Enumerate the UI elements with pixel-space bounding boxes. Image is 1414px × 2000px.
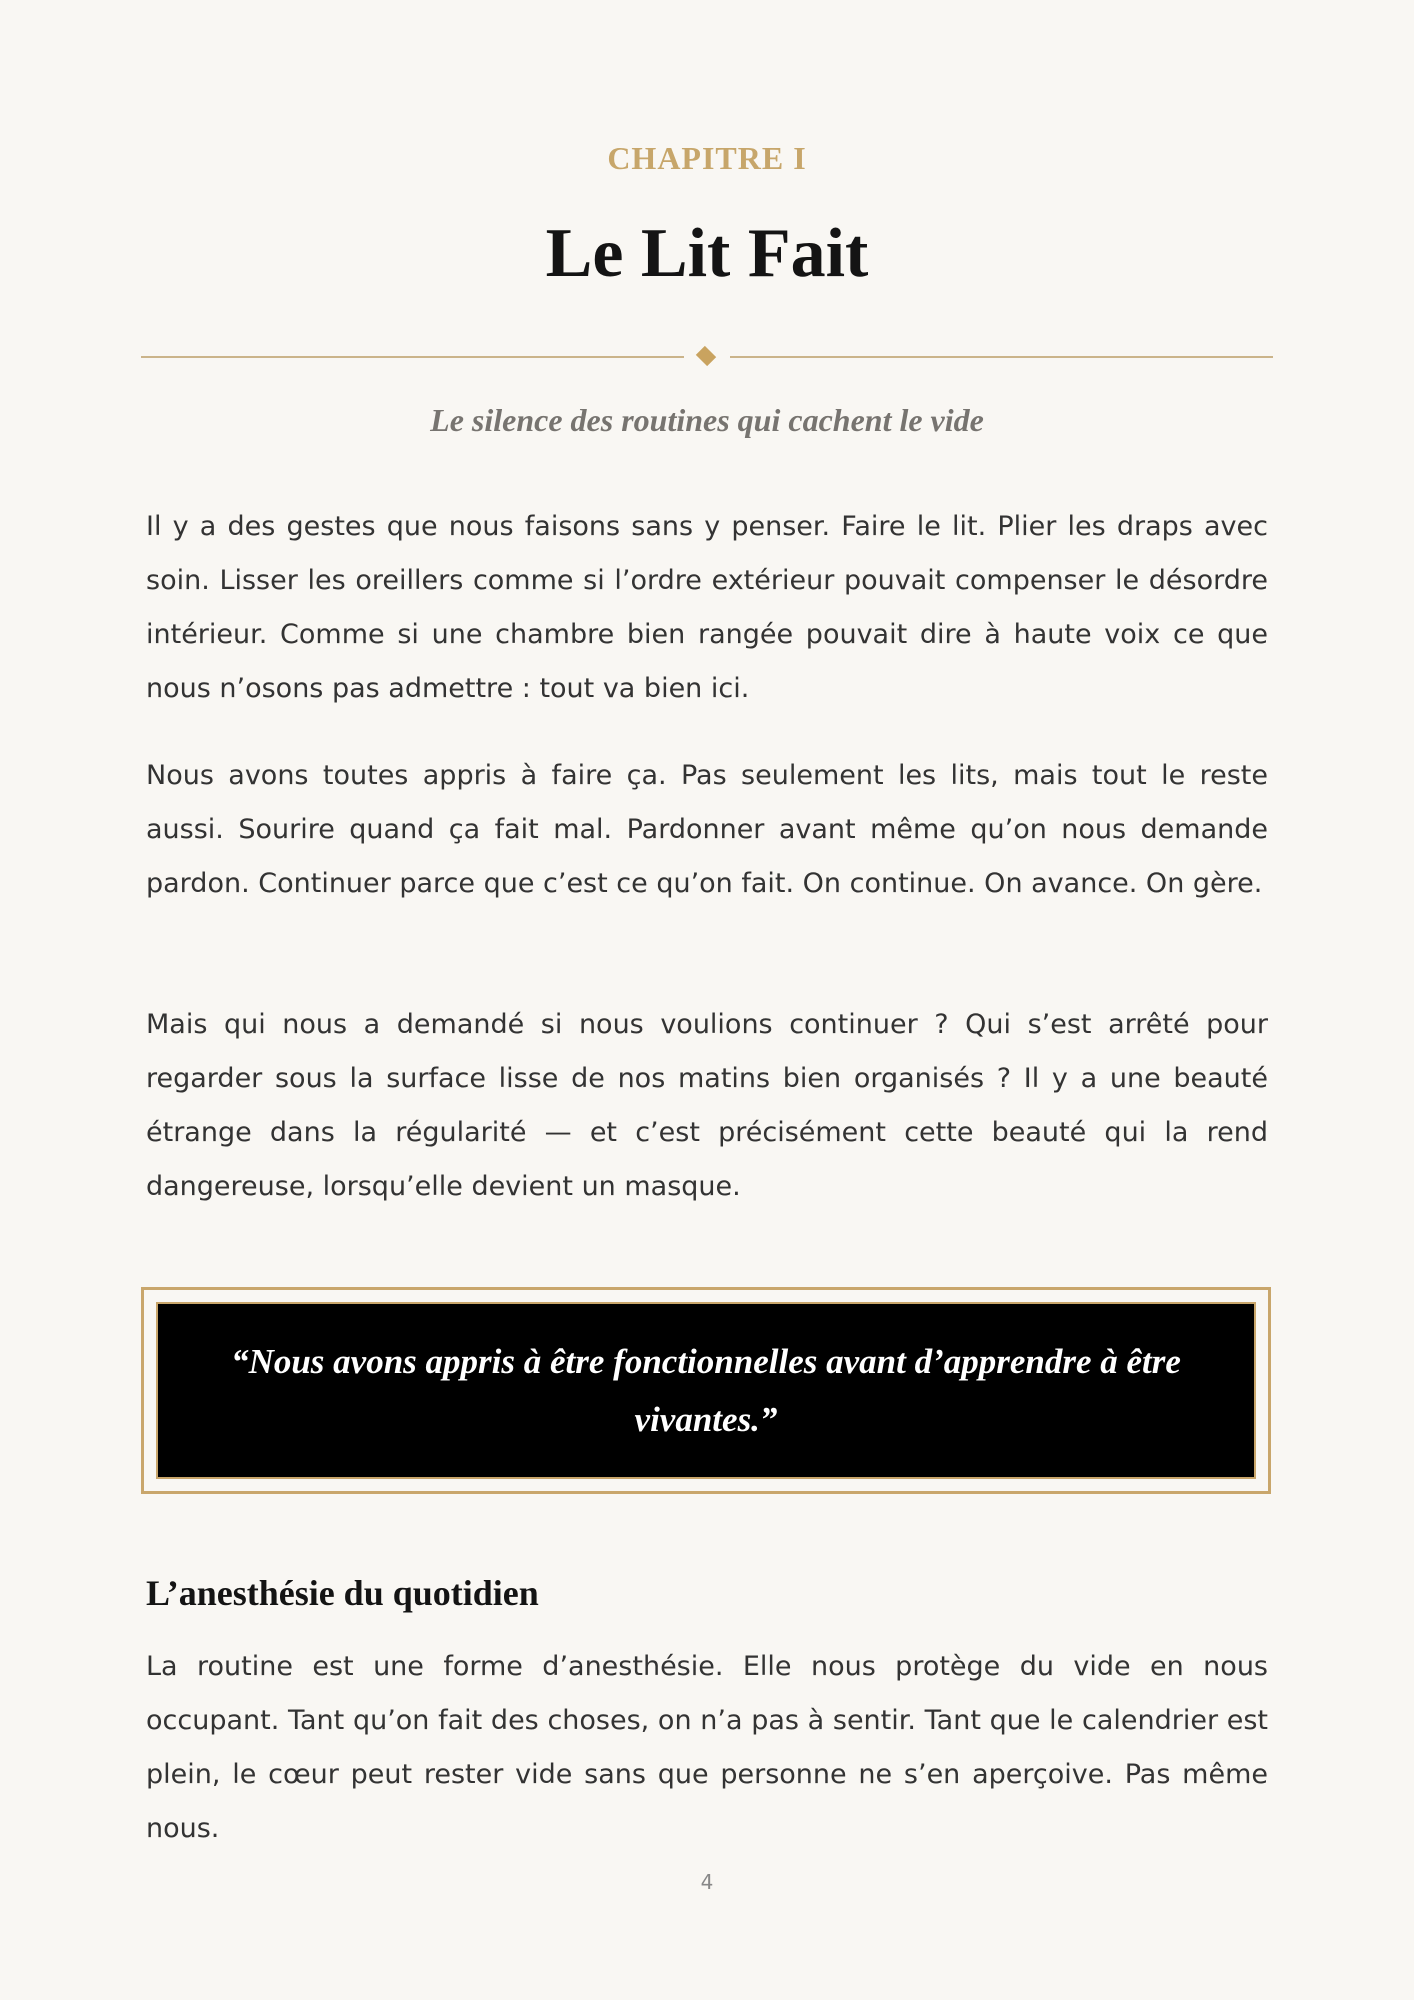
divider-line-right [730, 356, 1273, 358]
body-paragraph-1-block [146, 500, 1268, 716]
chapter-subtitle: Le silence des routines qui cachent le vide [430, 402, 984, 438]
body-paragraph-2-block [146, 749, 1268, 911]
chapter-label: CHAPITRE I [607, 140, 807, 176]
divider-line-left [141, 356, 684, 358]
pull-quote-panel [156, 1302, 1256, 1479]
section-paragraph: La routine est une forme d’anesthésie. Elle nous protège du vide en nous occupant. Tant qu’on fait des choses, on n’a pas à sentir. Tant que le calendrier est plein, le cœur peut rester vide sans que personne ne s’en aperçoive. Pas même nous. [146, 1651, 1268, 1844]
body-paragraph: Il y a des gestes que nous faisons sans y penser. Faire le lit. Plier les draps avec soin. Lisser les oreillers comme si l’ordre extérieur pouvait compenser le désordre intérieur. Comme si une chambre bien rangée pouvait dire à haute voix ce que nous n’osons pas admettre : tout va bien ici. [146, 511, 1268, 704]
body-paragraph-3-block [146, 998, 1268, 1214]
body-paragraph: Mais qui nous a demandé si nous voulions continuer ? Qui s’est arrêté pour regarder sous la surface lisse de nos matins bien organisés ? Il y a une beauté étrange dans la régularité — et c’est précisément cette beauté qui la rend dangereuse, lorsqu’elle devient un masque. [146, 1009, 1268, 1202]
pull-quote-text: “Nous avons appris à être fonctionnelles avant d’apprendre à être vivantes.” [231, 1341, 1181, 1439]
section-paragraph-block [146, 1640, 1268, 1856]
title-divider [141, 350, 1273, 364]
pull-quote-frame [141, 1287, 1271, 1494]
body-paragraph: Nous avons toutes appris à faire ça. Pas seulement les lits, mais tout le reste aussi. Sourire quand ça fait mal. Pardonner avant même qu’on nous demande pardon. Continuer parce que c’est ce qu’on fait. On continue. On avance. On gère. [146, 760, 1268, 899]
chapter-title: Le Lit Fait [545, 215, 869, 292]
section-heading: L’anesthésie du quotidien [146, 1573, 539, 1613]
page-number: 4 [700, 1870, 714, 1894]
diamond-ornament-icon [696, 346, 716, 366]
